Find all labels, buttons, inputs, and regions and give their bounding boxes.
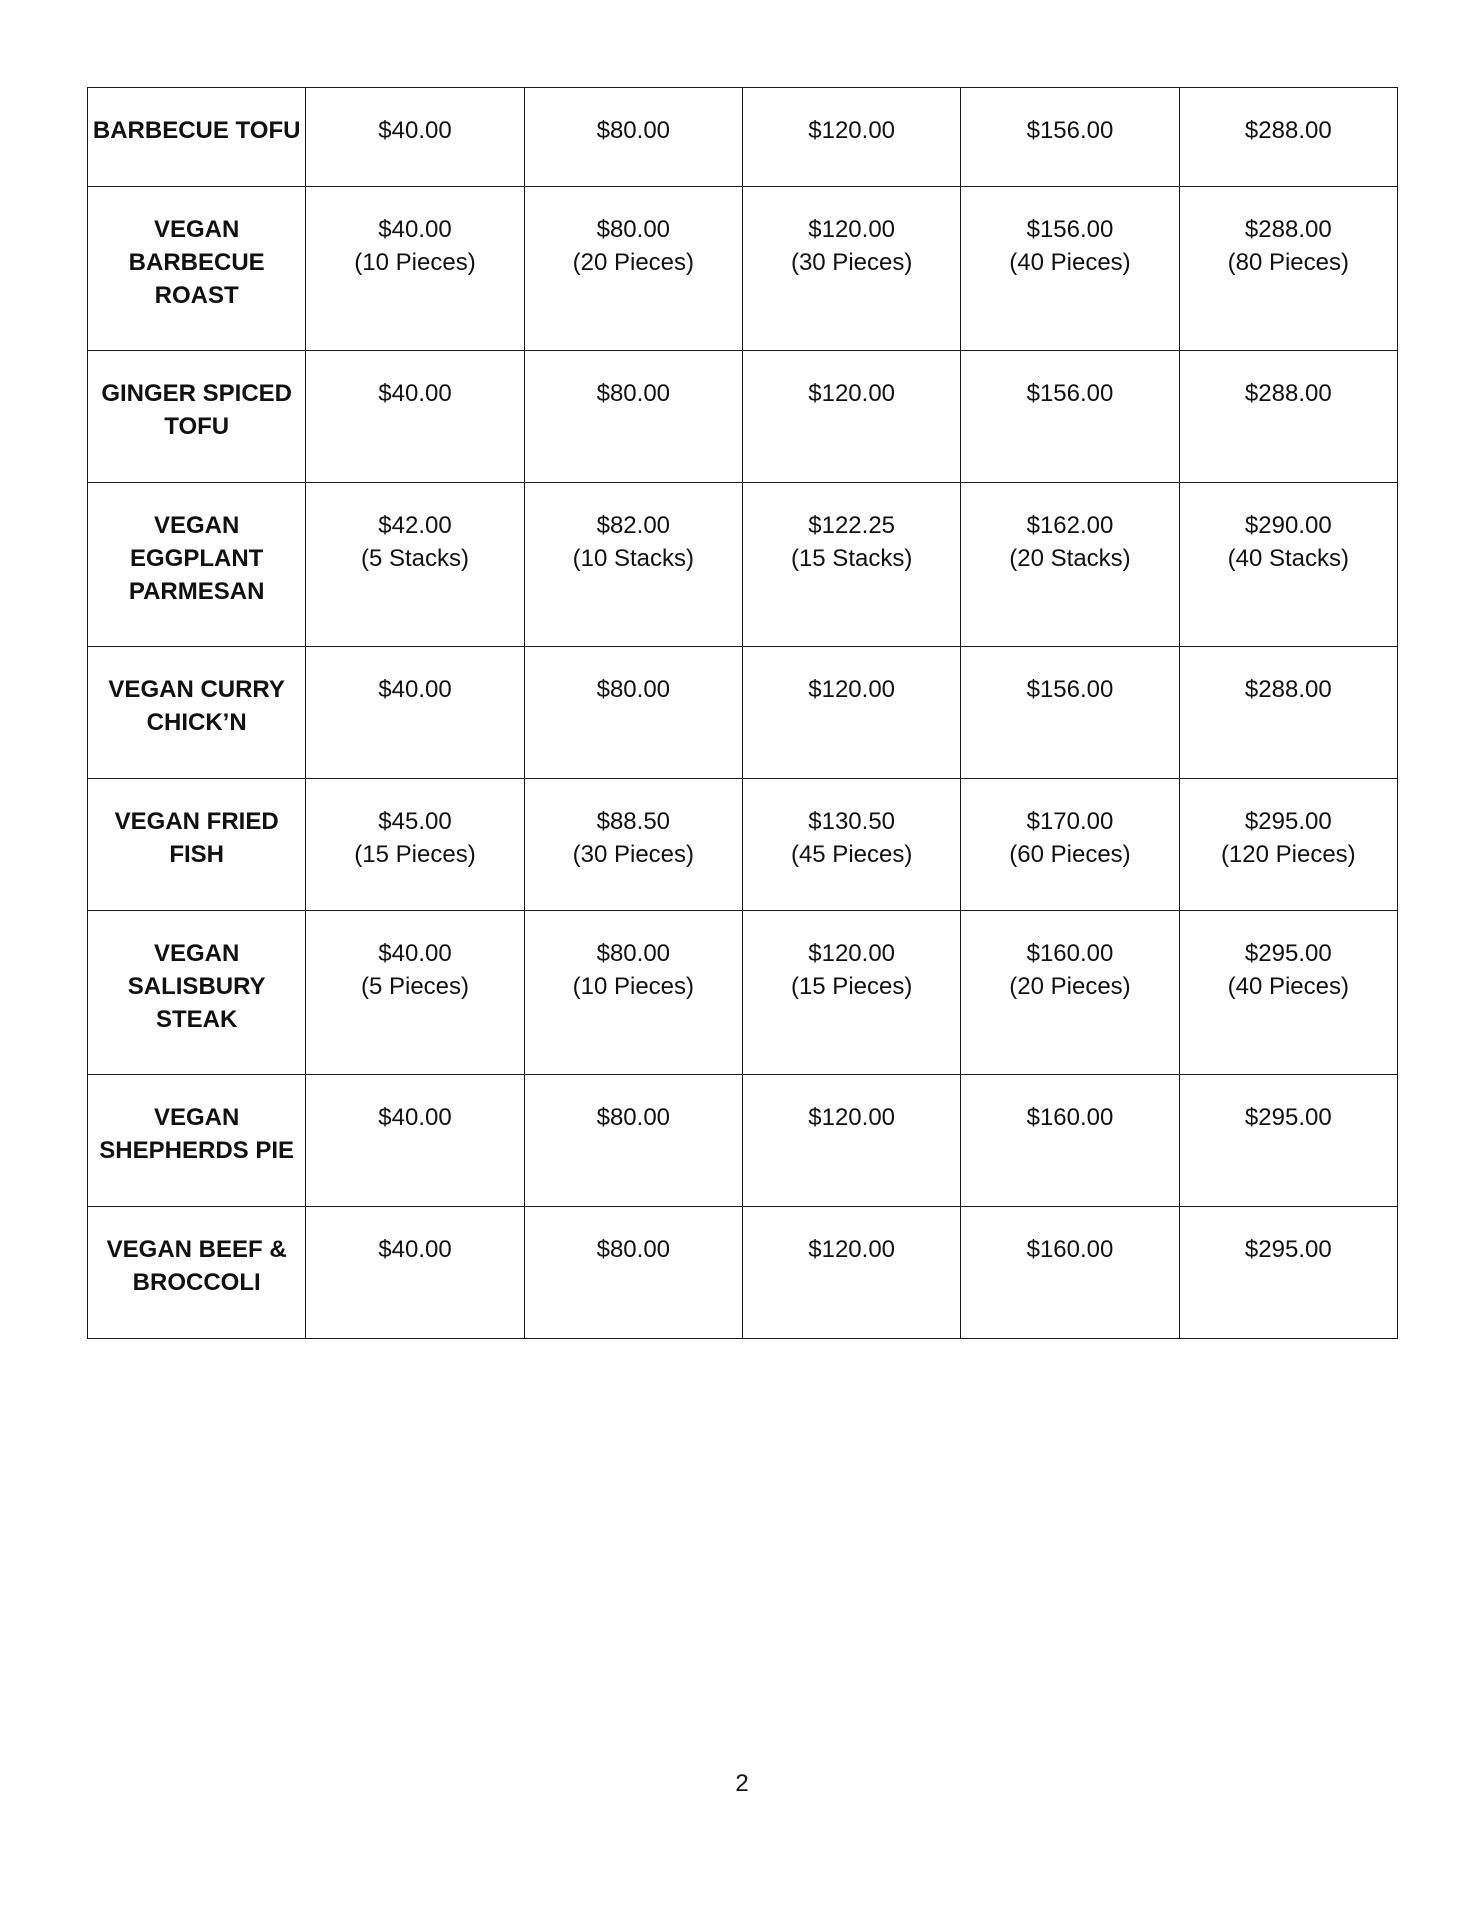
price-cell: [524, 779, 742, 911]
price-value: $122.25: [808, 512, 896, 539]
price-cell: [742, 647, 960, 779]
price-value: $82.00: [596, 512, 671, 539]
price-cell: [524, 647, 742, 779]
price-cell: [742, 187, 960, 351]
price-value: $40.00: [378, 940, 452, 967]
item-name-cell: VEGAN SHEPHERDS PIE: [88, 1075, 306, 1207]
price-value: $80.00: [596, 380, 671, 407]
price-value: $120.00: [808, 117, 896, 144]
quantity-note: (40 Pieces): [1227, 973, 1349, 1000]
price-value: $156.00: [1026, 676, 1114, 703]
price-value: $162.00: [1026, 512, 1114, 539]
price-cell: [742, 351, 960, 483]
price-value: $120.00: [808, 380, 896, 407]
price-cell: [306, 1075, 524, 1207]
item-name-cell: VEGAN SALISBURY STEAK: [88, 911, 306, 1075]
price-value: $80.00: [596, 1104, 671, 1131]
page-number: 2: [735, 1770, 749, 1797]
quantity-note: (5 Stacks): [360, 545, 469, 572]
price-value: $288.00: [1244, 676, 1332, 703]
item-name-cell: BARBECUE TOFU: [88, 88, 306, 187]
price-value: $160.00: [1026, 940, 1114, 967]
price-value: $40.00: [378, 216, 452, 243]
price-cell: [742, 779, 960, 911]
price-cell: [306, 911, 524, 1075]
table-row: [88, 647, 1398, 779]
price-cell: [524, 483, 742, 647]
price-cell: [742, 1207, 960, 1339]
price-cell: [306, 88, 524, 187]
price-cell: [306, 1207, 524, 1339]
quantity-note: (30 Pieces): [790, 249, 913, 276]
price-cell: [524, 1207, 742, 1339]
item-name-cell: VEGAN BEEF & BROCCOLI: [88, 1207, 306, 1339]
table-row: [88, 483, 1398, 647]
price-value: $170.00: [1026, 808, 1114, 835]
price-cell: [742, 911, 960, 1075]
price-value: $80.00: [596, 676, 671, 703]
quantity-note: (20 Pieces): [572, 249, 695, 276]
item-name-cell: VEGAN FRIED FISH: [88, 779, 306, 911]
price-cell: [742, 88, 960, 187]
price-cell: [1179, 1207, 1397, 1339]
price-cell: [961, 483, 1179, 647]
table-row: [88, 779, 1398, 911]
price-value: $80.00: [596, 117, 671, 144]
price-value: $120.00: [808, 216, 896, 243]
price-value: $80.00: [596, 940, 671, 967]
quantity-note: (10 Pieces): [354, 249, 476, 276]
quantity-note: (80 Pieces): [1227, 249, 1349, 276]
price-cell: [961, 647, 1179, 779]
price-cell: [306, 647, 524, 779]
quantity-note: (40 Stacks): [1227, 545, 1349, 572]
price-cell: [742, 1075, 960, 1207]
price-value: $40.00: [378, 380, 452, 407]
quantity-note: (5 Pieces): [360, 973, 470, 1000]
price-value: $40.00: [378, 1236, 452, 1263]
price-value: $295.00: [1244, 1236, 1332, 1263]
price-value: $120.00: [808, 1236, 896, 1263]
quantity-note: (15 Stacks): [790, 545, 913, 572]
table-row: [88, 187, 1398, 351]
price-value: $288.00: [1244, 380, 1332, 407]
price-value: $80.00: [596, 216, 671, 243]
price-value: $40.00: [378, 676, 452, 703]
price-value: $160.00: [1026, 1236, 1114, 1263]
price-cell: [306, 779, 524, 911]
price-cell: [961, 779, 1179, 911]
price-value: $45.00: [378, 808, 452, 835]
price-cell: [1179, 88, 1397, 187]
price-value: $160.00: [1026, 1104, 1114, 1131]
price-value: $156.00: [1026, 117, 1114, 144]
price-value: $42.00: [378, 512, 452, 539]
price-value: $80.00: [596, 1236, 671, 1263]
price-cell: [524, 351, 742, 483]
table-row: [88, 1207, 1398, 1339]
price-value: $120.00: [808, 940, 896, 967]
price-cell: [1179, 1075, 1397, 1207]
price-value: $156.00: [1026, 380, 1114, 407]
price-cell: [1179, 911, 1397, 1075]
price-cell: [1179, 351, 1397, 483]
price-value: $295.00: [1244, 940, 1332, 967]
price-table: [87, 87, 1398, 1339]
quantity-note: (10 Stacks): [572, 545, 694, 572]
table-row: [88, 911, 1398, 1075]
quantity-note: (10 Pieces): [572, 973, 695, 1000]
item-name-cell: VEGAN CURRY CHICK’N: [88, 647, 306, 779]
price-cell: [742, 483, 960, 647]
quantity-note: (15 Pieces): [790, 973, 913, 1000]
quantity-note: (40 Pieces): [1009, 249, 1131, 276]
quantity-note: (20 Pieces): [1009, 973, 1131, 1000]
price-cell: [961, 88, 1179, 187]
price-cell: [1179, 187, 1397, 351]
price-value: $156.00: [1026, 216, 1114, 243]
price-value: $130.50: [808, 808, 896, 835]
price-cell: [306, 187, 524, 351]
table-row: [88, 88, 1398, 187]
price-cell: [524, 1075, 742, 1207]
price-cell: [961, 1207, 1179, 1339]
quantity-note: (60 Pieces): [1009, 841, 1131, 868]
table-row: [88, 351, 1398, 483]
price-cell: [961, 1075, 1179, 1207]
quantity-note: (15 Pieces): [354, 841, 476, 868]
item-name-cell: VEGAN BARBECUE ROAST: [88, 187, 306, 351]
price-cell: [1179, 779, 1397, 911]
price-value: $40.00: [378, 1104, 452, 1131]
price-value: $295.00: [1244, 808, 1332, 835]
price-value: $40.00: [378, 117, 452, 144]
price-cell: [1179, 647, 1397, 779]
price-value: $88.50: [596, 808, 671, 835]
quantity-note: (20 Stacks): [1009, 545, 1131, 572]
price-value: $120.00: [808, 676, 896, 703]
item-name-cell: GINGER SPICED TOFU: [88, 351, 306, 483]
table-row: [88, 1075, 1398, 1207]
price-cell: [524, 88, 742, 187]
price-value: $288.00: [1244, 216, 1332, 243]
quantity-note: (120 Pieces): [1220, 841, 1356, 868]
price-value: $120.00: [808, 1104, 896, 1131]
price-cell: [524, 911, 742, 1075]
price-cell: [306, 351, 524, 483]
price-cell: [961, 351, 1179, 483]
price-cell: [1179, 483, 1397, 647]
price-table-body: [88, 88, 1398, 1339]
quantity-note: (30 Pieces): [572, 841, 695, 868]
price-cell: [306, 483, 524, 647]
price-cell: [524, 187, 742, 351]
price-value: $295.00: [1244, 1104, 1332, 1131]
price-cell: [961, 911, 1179, 1075]
price-value: $288.00: [1244, 117, 1332, 144]
price-cell: [961, 187, 1179, 351]
price-value: $290.00: [1244, 512, 1332, 539]
item-name-cell: VEGAN EGGPLANT PARMESAN: [88, 483, 306, 647]
quantity-note: (45 Pieces): [790, 841, 913, 868]
